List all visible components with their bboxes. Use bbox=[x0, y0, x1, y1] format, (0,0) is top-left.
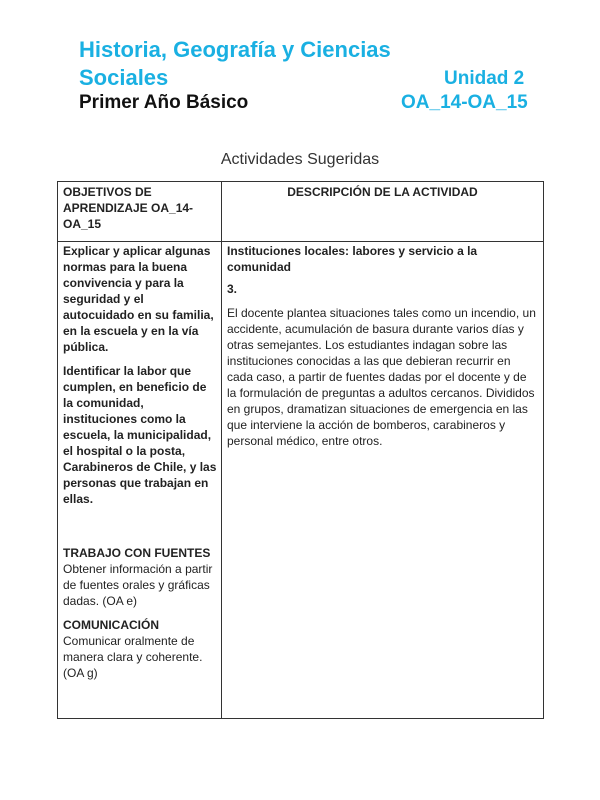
activities-table bbox=[57, 181, 544, 719]
description-cell bbox=[227, 243, 539, 449]
title-line-2: Sociales bbox=[79, 65, 169, 90]
header-divider bbox=[58, 241, 543, 242]
description-header: DESCRIPCIÓN DE LA ACTIVIDAD bbox=[287, 185, 478, 199]
oa-code: OA_14-OA_15 bbox=[401, 92, 528, 113]
skill-1-text: Obtener información a partir de fuentes orales y gráficas dadas. (OA e) bbox=[63, 562, 213, 608]
activity-title: Instituciones locales: labores y servicio a la comunidad bbox=[227, 244, 478, 274]
objective-1: Explicar y aplicar algunas normas para la buena convivencia y para la seguridad y el autocuidado en su familia, en la escuela y en la vía pública. bbox=[63, 244, 214, 354]
skill-2-text: Comunicar oralmente de manera clara y coherente. (OA g) bbox=[63, 634, 203, 680]
skill-1-title: TRABAJO CON FUENTES bbox=[63, 546, 211, 560]
objectives-cell bbox=[63, 243, 217, 681]
title-line-1: Historia, Geografía y Ciencias bbox=[79, 37, 391, 62]
column-divider bbox=[221, 182, 222, 718]
grade-label: Primer Año Básico bbox=[79, 92, 249, 113]
unit-label: Unidad 2 bbox=[444, 68, 525, 89]
objectives-header: OBJETIVOS DE APRENDIZAJE OA_14-OA_15 bbox=[63, 185, 194, 231]
section-title: Actividades Sugeridas bbox=[220, 151, 380, 168]
objective-2: Identificar la labor que cumplen, en beneficio de la comunidad, instituciones como la escuela, la municipalidad, el hospital o la posta, Carabineros de Chile, y las personas que trabajan en ellas. bbox=[63, 364, 217, 506]
activity-number: 3. bbox=[227, 282, 238, 296]
skill-2-title: COMUNICACIÓN bbox=[63, 618, 159, 632]
activity-text: El docente plantea situaciones tales como un incendio, un accidente, acumulación de basura durante varios días y otras semejantes. Los estudiantes indagan sobre las instituciones conocidas a las que debieran recurrir en cada caso, a partir de fuentes dadas por el docente y de la formulación de preguntas a adultos cercanos. Divididos en grupos, dramatizan situaciones de emergencia en las que interviene la acción de bomberos, carabineros y personal médico, entre otros. bbox=[227, 306, 536, 448]
